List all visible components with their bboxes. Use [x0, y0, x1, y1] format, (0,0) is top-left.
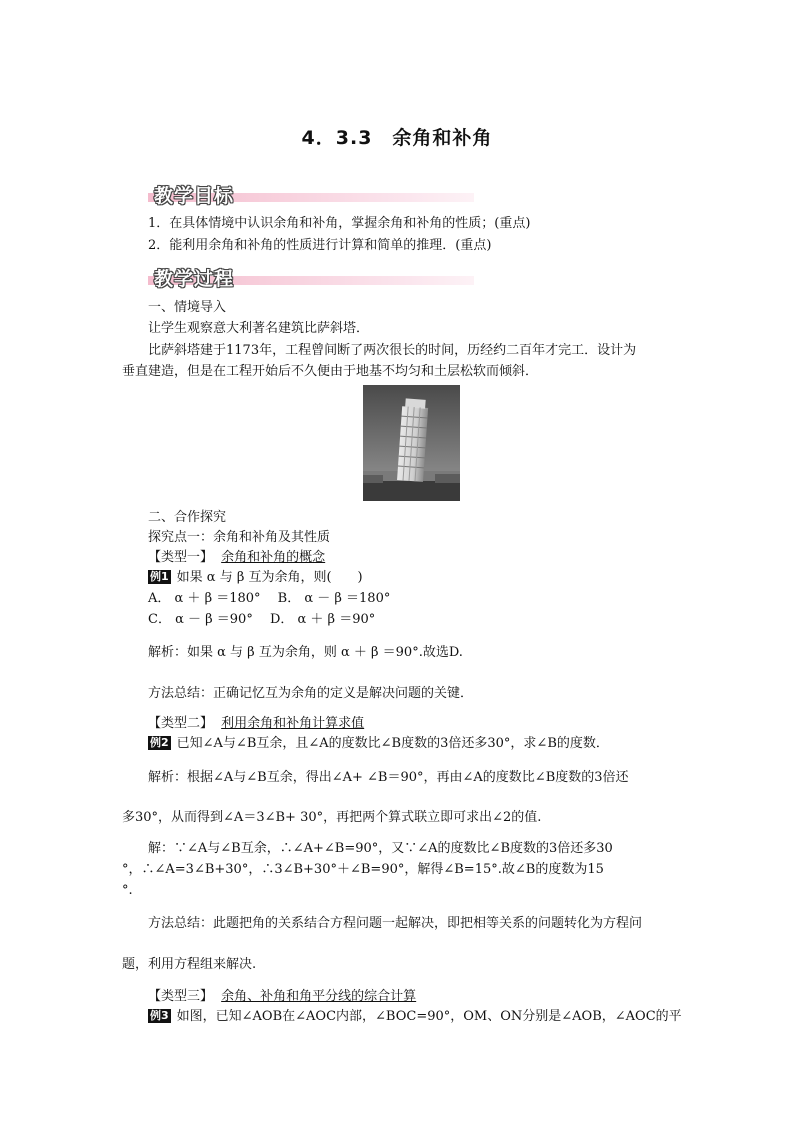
goal-item: 1．在具体情境中认识余角和补角，掌握余角和补角的性质；(重点) [148, 216, 531, 231]
tower-illustration [363, 385, 460, 501]
section-heading: 二、合作探究 [148, 510, 227, 525]
option-line: C． α － β ＝90° D． α ＋ β ＝90° [148, 612, 376, 627]
type-title: 利用余角和补角计算求值 [221, 716, 365, 731]
method-summary: 方法总结：正确记忆互为余角的定义是解决问题的关键． [148, 686, 474, 701]
type-bracket: 【类型二】 [148, 716, 214, 731]
solution: °，∴∠A=3∠B+30°，∴3∠B+30°＋∠B=90°，解得∠B=15°.故∠B的度数为15 [122, 862, 604, 877]
page-title: 4．3.3 余角和补角 [301, 127, 493, 149]
option-line: A． α ＋ β ＝180° B． α － β ＝180° [148, 591, 391, 606]
leaning-tower-photo [363, 385, 460, 501]
subheading: 探究点一：余角和补角及其性质 [148, 530, 331, 545]
example-text: 如果 α 与 β 互为余角，则( ) [176, 570, 363, 585]
banner-label: 教学目标 [154, 185, 235, 207]
solution: °. [122, 883, 133, 898]
type-title: 余角和补角的概念 [221, 550, 326, 565]
paragraph: 垂直建造，但是在工程开始后不久便由于地基不均匀和土层松软而倾斜． [122, 364, 539, 379]
type-heading [148, 550, 325, 566]
example-question [148, 736, 609, 752]
type-heading [148, 716, 364, 732]
example-tag: 例1 [150, 570, 169, 583]
type-heading [148, 989, 416, 1005]
paragraph: 让学生观察意大利著名建筑比萨斜塔． [148, 321, 370, 336]
paragraph: 比萨斜塔建于1173年，工程曾间断了两次很长的时间，历经约二百年才完工．设计为 [148, 343, 637, 358]
analysis: 解析：如果 α 与 β 互为余角，则 α ＋ β ＝90°.故选D. [148, 645, 463, 660]
section-banner-goals [148, 181, 474, 207]
solution: 解：∵∠A与∠B互余，∴∠A+∠B=90°，又∵∠A的度数比∠B度数的3倍还多30 [148, 841, 613, 856]
type-bracket: 【类型一】 [148, 550, 214, 565]
method-summary: 方法总结：此题把角的关系结合方程问题一起解决，即把相等关系的问题转化为方程问 [148, 916, 643, 931]
example-text: 如图，已知∠AOB在∠AOC内部，∠BOC=90°，OM、ON分别是∠AOB，∠AOC的平 [176, 1009, 682, 1024]
section-banner-process [148, 264, 474, 290]
example-question [148, 1009, 682, 1025]
type-bracket: 【类型三】 [148, 989, 214, 1004]
goal-item: 2．能利用余角和补角的性质进行计算和简单的推理．(重点) [148, 238, 492, 253]
example-question [148, 570, 363, 586]
example-tag: 例3 [150, 1009, 169, 1022]
example-tag: 例2 [150, 736, 169, 749]
analysis: 多30°，从而得到∠A＝3∠B+ 30°，再把两个算式联立即可求出∠2的值. [122, 810, 542, 825]
example-text: 已知∠A与∠B互余，且∠A的度数比∠B度数的3倍还多30°，求∠B的度数． [176, 736, 609, 751]
method-summary: 题，利用方程组来解决. [122, 957, 257, 972]
type-title: 余角、补角和角平分线的综合计算 [221, 989, 417, 1004]
banner-label: 教学过程 [154, 268, 235, 290]
section-heading: 一、情境导入 [148, 300, 227, 315]
analysis: 解析：根据∠A与∠B互余，得出∠A+ ∠B＝90°，再由∠A的度数比∠B度数的3倍还 [148, 770, 629, 785]
